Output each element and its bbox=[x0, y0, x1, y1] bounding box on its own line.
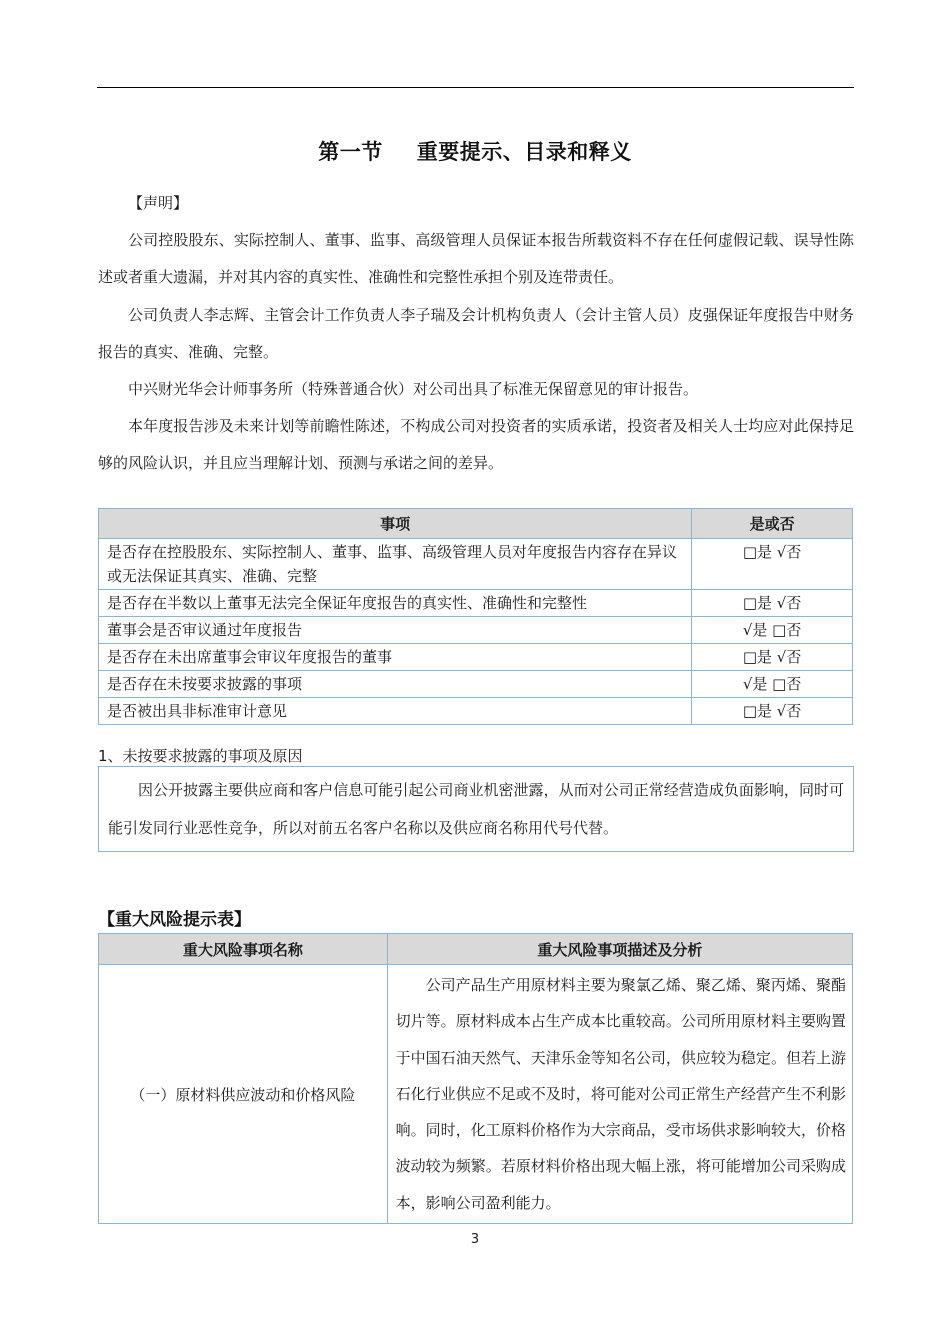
risk-table bbox=[98, 933, 853, 1224]
statement-paragraph: 本年度报告涉及未来计划等前瞻性陈述，不构成公司对投资者的实质承诺，投资者及相关人士均应对此保持足够的风险认识，并且应当理解计划、预测与承诺之间的差异。 bbox=[98, 417, 854, 472]
matter-item: 董事会是否审议通过年度报告 bbox=[99, 617, 692, 644]
matter-answer: □是 √否 bbox=[692, 644, 853, 671]
table-header-row bbox=[99, 934, 853, 965]
matter-item: 是否存在未出席董事会审议年度报告的董事 bbox=[99, 644, 692, 671]
column-header-risk-description: 重大风险事项描述及分析 bbox=[387, 934, 852, 965]
section-title bbox=[0, 136, 950, 166]
statement-heading: 【声明】 bbox=[128, 194, 189, 212]
matter-item: 是否存在半数以上董事无法完全保证年度报告的真实性、准确性和完整性 bbox=[99, 590, 692, 617]
section-title-number: 第一节 bbox=[318, 140, 383, 164]
statement-paragraph: 公司负责人李志辉、主管会计工作负责人李子瑞及会计机构负责人（会计主管人员）皮强保证年度报告中财务报告的真实、准确、完整。 bbox=[98, 306, 854, 361]
table-row bbox=[99, 590, 853, 617]
column-header-risk-name: 重大风险事项名称 bbox=[99, 934, 388, 965]
undisclosed-reason-box: 因公开披露主要供应商和客户信息可能引起公司商业机密泄露，从而对公司正常经营造成负面影响，同时可能引发同行业恶性竞争，所以对前五名客户名称以及供应商名称用代号代替。 bbox=[98, 766, 854, 852]
matter-answer: √是 □否 bbox=[692, 617, 853, 644]
table-row bbox=[99, 644, 853, 671]
page-number: 3 bbox=[470, 1232, 480, 1247]
matter-item: 是否被出具非标准审计意见 bbox=[99, 698, 692, 725]
risk-table-heading: 【重大风险提示表】 bbox=[98, 910, 251, 930]
table-row bbox=[99, 539, 853, 590]
matter-answer: □是 √否 bbox=[692, 539, 853, 590]
table-row bbox=[99, 698, 853, 725]
table-row bbox=[99, 965, 853, 1224]
matter-item: 是否存在未按要求披露的事项 bbox=[99, 671, 692, 698]
statement-paragraph: 中兴财光华会计师事务所（特殊普通合伙）对公司出具了标准无保留意见的审计报告。 bbox=[128, 380, 699, 398]
matter-answer: √是 □否 bbox=[692, 671, 853, 698]
risk-name: （一）原材料供应波动和价格风险 bbox=[99, 965, 388, 1224]
table-header-row bbox=[99, 509, 853, 539]
matter-item: 是否存在控股股东、实际控制人、董事、监事、高级管理人员对年度报告内容存在异议或无法保证其真实、准确、完整 bbox=[99, 539, 692, 590]
undisclosed-label: 1、未按要求披露的事项及原因 bbox=[98, 747, 303, 765]
column-header-answer: 是或否 bbox=[692, 509, 853, 539]
table-row bbox=[99, 671, 853, 698]
section-title-text: 重要提示、目录和释义 bbox=[416, 140, 632, 164]
column-header-item: 事项 bbox=[99, 509, 692, 539]
risk-description: 公司产品生产用原材料主要为聚氯乙烯、聚乙烯、聚丙烯、聚酯切片等。原材料成本占生产成本比重较高。公司所用原材料主要购置于中国石油天然气、天津乐金等知名公司，供应较为稳定。但若上游石化行业供应不足或不及时，将可能对公司正常生产经营产生不利影响。同时，化工原料价格作为大宗商品，受市场供求影响较大，价格波动较为频繁。若原材料价格出现大幅上涨，将可能增加公司采购成本，影响公司盈利能力。 bbox=[387, 965, 852, 1224]
header-rule bbox=[97, 87, 854, 88]
matters-table bbox=[98, 508, 853, 725]
statement-paragraph: 公司控股股东、实际控制人、董事、监事、高级管理人员保证本报告所载资料不存在任何虚假记载、误导性陈述或者重大遗漏，并对其内容的真实性、准确性和完整性承担个别及连带责任。 bbox=[98, 231, 854, 286]
matter-answer: □是 √否 bbox=[692, 698, 853, 725]
table-row bbox=[99, 617, 853, 644]
matter-answer: □是 √否 bbox=[692, 590, 853, 617]
